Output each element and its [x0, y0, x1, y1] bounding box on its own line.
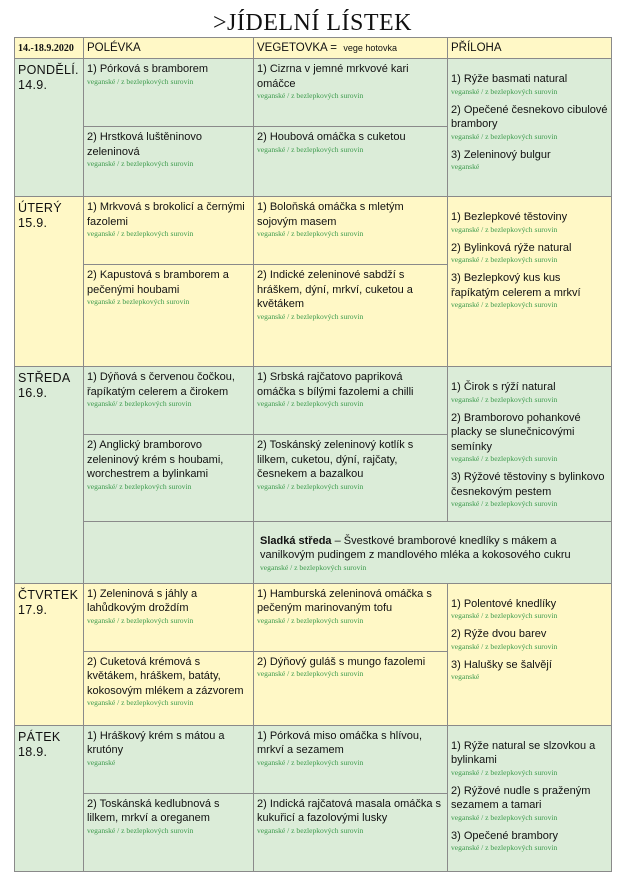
- side-name: 3) Halušky se šalvějí: [451, 658, 552, 671]
- day-name: STŘEDA: [18, 371, 71, 386]
- dish-note: veganské / z bezlepkových surovin: [257, 825, 364, 835]
- side-note: veganské / z bezlepkových surovin: [451, 86, 558, 96]
- day-row: [15, 197, 612, 265]
- dish-name: 2) Toskánská kedlubnová s lilkem, mrkví a oreganem: [87, 797, 220, 825]
- dish-cell: [84, 59, 254, 127]
- side-item: [451, 72, 608, 97]
- dish-name: 2) Dýňový guláš s mungo fazolemi: [257, 655, 426, 668]
- sweet-text: [260, 534, 605, 563]
- dish-note: veganské z bezlepkových surovin: [87, 297, 190, 307]
- side-dishes: [448, 725, 612, 871]
- dish-name: 2) Kapustová s bramborem a pečenými houbami: [87, 269, 229, 296]
- side-dishes: [448, 197, 612, 367]
- dish-note: veganské / z bezlepkových surovin: [257, 399, 364, 409]
- side-item: [451, 597, 608, 622]
- side-note: veganské / z bezlepkových surovin: [451, 641, 558, 651]
- dish-cell: [84, 265, 254, 367]
- dish-note: veganské / z bezlepkových surovin: [257, 229, 364, 239]
- dish-cell: [84, 197, 254, 265]
- sweet-wednesday: [254, 521, 612, 583]
- day-date: 18.9.: [18, 744, 48, 759]
- dish-note: veganské / z bezlepkových surovin: [257, 144, 364, 154]
- side-note: veganské / z bezlepkových surovin: [451, 224, 558, 234]
- dish-note: veganské / z bezlepkových surovin: [87, 76, 194, 86]
- day-label: [15, 367, 84, 583]
- dish-note: veganské: [87, 757, 116, 767]
- side-item: [451, 739, 608, 778]
- side-item: [451, 784, 608, 823]
- side-note: veganské / z bezlepkových surovin: [451, 843, 558, 853]
- day-name: ČTVRTEK: [18, 587, 79, 602]
- dish-cell: [84, 793, 254, 871]
- dish-name: 2) Hrstková luštěninovo zeleninová: [87, 131, 202, 158]
- side-note: veganské / z bezlepkových surovin: [451, 767, 558, 777]
- dish-name: 1) Srbská rajčatovo papriková omáčka s bílými fazolemi a chilli: [257, 371, 414, 398]
- day-label: [15, 583, 84, 725]
- header-vegetovka: VEGETOVKA = vege hotovka: [254, 38, 448, 59]
- dish-note: veganské/ z bezlepkových surovin: [87, 399, 192, 409]
- side-name: 3) Rýžové těstoviny s bylinkovo česnekovým pestem: [451, 471, 605, 498]
- side-name: 1) Bezlepkové těstoviny: [451, 211, 568, 224]
- side-name: 2) Bramborovo pohankové placky se slunečnicovými semínky: [451, 411, 581, 453]
- dish-note: veganské / z bezlepkových surovin: [87, 229, 194, 239]
- dish-note: veganské / z bezlepkových surovin: [257, 311, 364, 321]
- side-name: 2) Rýže dvou barev: [451, 628, 547, 641]
- day-date: 15.9.: [18, 216, 48, 231]
- side-dishes: [448, 59, 612, 197]
- day-date: 16.9.: [18, 386, 48, 401]
- dish-name: 2) Houbová omáčka s cuketou: [257, 131, 406, 144]
- side-note: veganské / z bezlepkových surovin: [451, 611, 558, 621]
- sweet-row: [15, 521, 612, 583]
- side-dishes: [448, 367, 612, 521]
- day-row: [15, 725, 612, 793]
- dish-note: veganské / z bezlepkových surovin: [257, 481, 364, 491]
- side-item: [451, 627, 608, 652]
- day-date: 17.9.: [18, 602, 48, 617]
- side-name: 1) Polentové knedlíky: [451, 597, 557, 610]
- dish-cell: [254, 197, 448, 265]
- day-row: [15, 367, 612, 435]
- dish-name: 2) Toskánský zeleninový kotlík s lilkem, cuketou, dýní, rajčaty, česnekem a bazalkou: [257, 439, 414, 481]
- dish-cell: [254, 725, 448, 793]
- dish-name: 1) Boloňská omáčka s mletým sojovým masem: [257, 201, 404, 228]
- side-name: 1) Rýže natural se slzovkou a bylinkami: [451, 739, 596, 767]
- dish-name: 2) Indická rajčatová masala omáčka s kukuřicí a fazolovými lusky: [257, 797, 442, 825]
- menu-table: [14, 37, 612, 872]
- day-name: PONDĚLÍ.: [18, 63, 79, 78]
- dish-cell: [84, 435, 254, 521]
- side-note: veganské / z bezlepkových surovin: [451, 394, 558, 404]
- side-note: veganské: [451, 162, 480, 172]
- sweet-dish: – Švestkové bramborové knedlíky s mákem a vanilkovým pudingem z mandlového mléka a kokosového cukru: [260, 534, 571, 562]
- dish-name: 1) Hamburská zeleninová omáčka s pečeným marinovaným tofu: [257, 587, 432, 615]
- sweet-note: veganské / z bezlepkových surovin: [260, 562, 367, 572]
- day-label: [15, 59, 84, 197]
- dish-note: veganské / z bezlepkových surovin: [257, 91, 364, 101]
- side-item: [451, 380, 608, 405]
- side-item: [451, 148, 608, 173]
- day-label: [15, 197, 84, 367]
- side-item: [451, 658, 608, 683]
- side-item: [451, 829, 608, 854]
- day-label: [15, 725, 84, 871]
- dish-name: 1) Hráškový krém s mátou a krutóny: [87, 729, 225, 757]
- side-note: veganské / z bezlepkových surovin: [451, 499, 558, 509]
- dish-name: 1) Pórková miso omáčka s hlívou, mrkví a sezamem: [257, 729, 423, 757]
- dish-cell: [84, 725, 254, 793]
- side-name: 1) Rýže basmati natural: [451, 73, 568, 86]
- day-name: PÁTEK: [18, 729, 61, 744]
- dish-cell: [254, 435, 448, 521]
- side-name: 3) Opečené brambory: [451, 829, 558, 842]
- dish-name: 1) Dýňová s červenou čočkou, řapíkatým celerem a čirokem: [87, 371, 235, 398]
- dish-note: veganské / z bezlepkových surovin: [257, 615, 364, 625]
- dish-note: veganské / z bezlepkových surovin: [87, 825, 194, 835]
- dish-name: 1) Mrkvová s brokolicí a černými fazolemi: [87, 201, 245, 228]
- side-note: veganské / z bezlepkových surovin: [451, 255, 558, 265]
- day-date: 14.9.: [18, 78, 48, 93]
- dish-name: 1) Cizrna v jemné mrkvové kari omáčce: [257, 63, 409, 90]
- side-dishes: [448, 583, 612, 725]
- dish-cell: [254, 793, 448, 871]
- header-row: [15, 38, 612, 59]
- side-name: 2) Rýžové nudle s praženým sezamem a tamari: [451, 784, 591, 812]
- dish-cell: [254, 651, 448, 725]
- side-name: 2) Bylinková rýže natural: [451, 241, 572, 254]
- dish-cell: [84, 127, 254, 197]
- empty-cell: [84, 521, 254, 583]
- dish-note: veganské / z bezlepkových surovin: [257, 757, 364, 767]
- dish-note: veganské / z bezlepkových surovin: [87, 698, 194, 708]
- dish-cell: [254, 583, 448, 651]
- side-item: [451, 271, 608, 310]
- dish-cell: [254, 367, 448, 435]
- header-side: PŘÍLOHA: [448, 38, 612, 59]
- dish-name: 2) Indické zeleninové sabdží s hráškem, dýní, mrkví, cuketou a květákem: [257, 269, 413, 311]
- side-note: veganské / z bezlepkových surovin: [451, 131, 558, 141]
- side-item: [451, 411, 608, 465]
- side-item: [451, 103, 608, 142]
- dish-note: veganské/ z bezlepkových surovin: [87, 481, 192, 491]
- dish-note: veganské / z bezlepkových surovin: [257, 669, 364, 679]
- page-title: >JÍDELNÍ LÍSTEK: [213, 10, 412, 36]
- header-soup: POLÉVKA: [84, 38, 254, 59]
- dish-cell: [254, 127, 448, 197]
- dish-name: 1) Zeleninová s jáhly a lahůdkovým droždím: [87, 587, 198, 615]
- sweet-label: Sladká středa: [260, 534, 332, 547]
- side-name: 3) Zeleninový bulgur: [451, 148, 551, 161]
- side-note: veganské: [451, 672, 480, 682]
- header-date-range: 14.-18.9.2020: [15, 38, 84, 59]
- dish-name: 1) Pórková s bramborem: [87, 63, 209, 76]
- side-item: [451, 210, 608, 235]
- side-item: [451, 470, 608, 509]
- day-name: ÚTERÝ: [18, 201, 62, 216]
- day-row: [15, 583, 612, 651]
- side-name: 3) Bezlepkový kus kus řapíkatým celerem a mrkví: [451, 272, 581, 299]
- side-item: [451, 241, 608, 266]
- side-name: 2) Opečené česnekovo cibulové brambory: [451, 103, 608, 131]
- dish-cell: [84, 583, 254, 651]
- dish-note: veganské / z bezlepkových surovin: [87, 615, 194, 625]
- side-note: veganské / z bezlepkových surovin: [451, 300, 558, 310]
- dish-cell: [84, 367, 254, 435]
- side-name: 1) Čirok s rýží natural: [451, 381, 556, 394]
- dish-note: veganské / z bezlepkových surovin: [87, 159, 194, 169]
- dish-name: 2) Anglický bramborovo zeleninový krém s houbami, worchestrem a bylinkami: [87, 439, 224, 481]
- dish-cell: [84, 651, 254, 725]
- dish-cell: [254, 59, 448, 127]
- dish-name: 2) Cuketová krémová s květákem, hráškem, batáty, kokosovým mlékem a zázvorem: [87, 655, 244, 697]
- side-note: veganské / z bezlepkových surovin: [451, 812, 558, 822]
- side-note: veganské / z bezlepkových surovin: [451, 454, 558, 464]
- dish-cell: [254, 265, 448, 367]
- day-row: [15, 59, 612, 127]
